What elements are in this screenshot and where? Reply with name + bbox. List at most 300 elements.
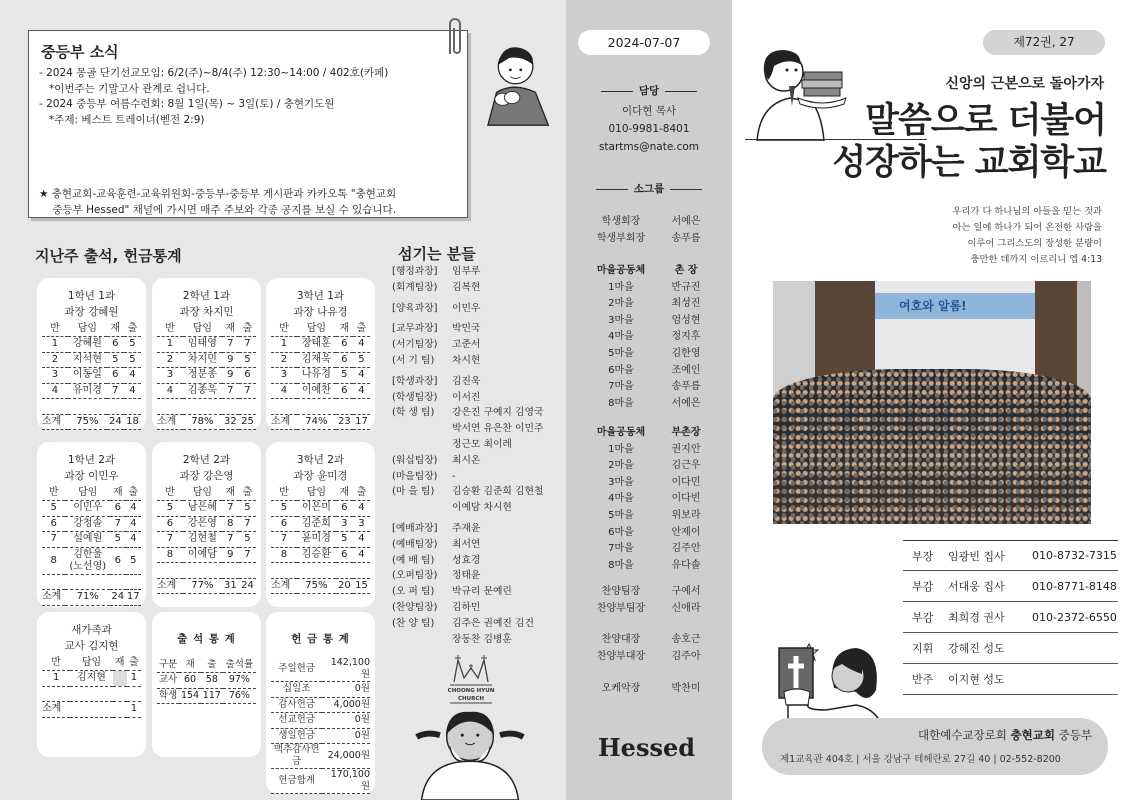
- subtotal-cell: 소계: [157, 578, 183, 594]
- server-row: [392, 553, 562, 569]
- smallgroup-row: [586, 525, 716, 542]
- server-role: (오퍼팀장): [392, 570, 438, 582]
- column-header: 구분: [157, 657, 179, 673]
- table-cell: 7: [157, 532, 183, 548]
- table-cell: 4: [353, 501, 370, 517]
- smallgroup-person: 위보라: [671, 509, 701, 521]
- table-row: [157, 532, 256, 548]
- charge-email[interactable]: startms@nate.com: [598, 141, 700, 153]
- table-cell: 설예원: [65, 532, 110, 548]
- table-cell: 윤미경: [297, 532, 336, 548]
- table-header: [42, 655, 141, 671]
- subtotal-row: [157, 578, 256, 594]
- subtotal-cell: 23: [336, 414, 353, 430]
- table-cell: 이예담: [183, 547, 222, 563]
- table-header: [42, 321, 141, 337]
- column-header: 출: [201, 657, 223, 673]
- table-cell: 5: [336, 368, 353, 384]
- table-row: [42, 516, 141, 532]
- table-cell: 8: [271, 547, 297, 563]
- subtotal-row: [42, 414, 141, 430]
- table-cell: 김종욱: [183, 383, 222, 399]
- table-cell: 생일헌금: [271, 728, 322, 744]
- column-header: 재: [113, 655, 127, 671]
- table-cell: 십일조: [271, 682, 322, 698]
- table-cell: 3: [336, 516, 353, 532]
- table-cell: 김한울 (노선영): [65, 547, 110, 574]
- smallgroup-person: 송푸름: [671, 232, 701, 244]
- smallgroup-person: 촌 장: [674, 265, 698, 276]
- table-cell: 6: [336, 547, 353, 563]
- staff-name: 서대웅 집사: [948, 580, 1005, 593]
- server-row: [392, 437, 562, 453]
- staff-table: [903, 540, 1118, 695]
- server-row: [392, 337, 562, 353]
- smallgroup-role: 1마을: [608, 281, 634, 293]
- server-role: (워십팀장): [392, 454, 438, 466]
- table-cell: 7: [239, 516, 256, 532]
- table-cell: 2: [271, 352, 297, 368]
- table-cell: 4: [157, 383, 183, 399]
- column-header: 반: [157, 321, 183, 337]
- table-cell: 7: [222, 501, 239, 517]
- smallgroup-person: 송푸름: [671, 381, 701, 393]
- staff-row: [903, 664, 1118, 695]
- table-row: [271, 352, 370, 368]
- subtotal-cell: 74%: [297, 414, 336, 430]
- column-header: 출석률: [223, 657, 256, 673]
- svg-text:CHOONG HYUN: CHOONG HYUN: [448, 688, 494, 694]
- table-cell: 6: [336, 337, 353, 353]
- smallgroup-row: [586, 541, 716, 558]
- staff-phone: 010-2372-6550: [1032, 610, 1117, 624]
- table-cell: 5: [239, 501, 256, 517]
- table-header: [157, 485, 256, 501]
- card-leader: 과장 이민우: [64, 470, 119, 482]
- table-cell: 강혜원: [68, 337, 107, 353]
- column-header: 출: [353, 485, 370, 501]
- table-cell: 1: [42, 337, 68, 353]
- server-role: (찬 양 팀): [392, 617, 435, 629]
- server-names: 김주은 권예진 김건: [452, 617, 534, 629]
- smallgroup-role: 찬양팀장: [601, 586, 641, 597]
- server-names: 정태윤: [452, 570, 481, 582]
- server-row: [392, 600, 562, 616]
- attendance-card: [37, 612, 146, 757]
- smallgroup-row: [586, 425, 716, 442]
- smallgroup-person: 박찬미: [671, 683, 701, 694]
- notice-box: [28, 30, 468, 218]
- card-leader: 과장 나유경: [293, 306, 348, 318]
- server-names: 강은진 구예지 김영국: [452, 407, 544, 419]
- subtotal-cell: 17: [353, 414, 370, 430]
- card-table: [157, 485, 256, 594]
- server-role: (회계팀장): [392, 281, 438, 293]
- card-title: 3학년 2과: [296, 454, 345, 466]
- attendance-card: [266, 612, 375, 794]
- table-cell: 4: [124, 368, 141, 384]
- smallgroup-role: 찬양대장: [601, 634, 641, 645]
- server-names: 박서연 유은찬 이민주: [452, 423, 544, 435]
- column-header: 출: [353, 321, 370, 337]
- server-row: [392, 469, 562, 485]
- footer-address: 제1교육관 404호 | 서울 강남구 테헤란로 27길 40 | 02-552-8200: [780, 754, 1061, 765]
- server-names: 이민우: [452, 302, 481, 314]
- table-cell: 1: [271, 337, 297, 353]
- server-names: 이예담 차시현: [452, 502, 512, 514]
- table-cell: 4: [353, 383, 370, 399]
- server-role: (서 기 팀): [392, 354, 435, 366]
- table-cell: 5: [126, 547, 141, 574]
- table-cell: 24,000원: [322, 744, 370, 769]
- smallgroup-role: 찬양부대장: [596, 650, 646, 662]
- attendance-card: [266, 442, 375, 607]
- table-cell: 0원: [322, 682, 370, 698]
- smallgroup-title: 소그룹: [566, 181, 732, 196]
- smallgroup-row: [586, 442, 716, 459]
- smallgroup-row: [586, 632, 716, 649]
- table-row: [271, 383, 370, 399]
- server-row: [392, 500, 562, 516]
- subtotal-cell: 24: [239, 578, 256, 594]
- column-header: 출: [126, 485, 141, 501]
- table-cell: 5: [157, 501, 183, 517]
- smallgroup-role: 2마을: [608, 460, 634, 472]
- table-cell: 7: [271, 532, 297, 548]
- table-cell: 7: [239, 383, 256, 399]
- table-cell: 맥추감사헌금: [271, 744, 322, 769]
- smallgroup-role: 4마을: [608, 493, 634, 505]
- server-names: 김진욱: [452, 375, 481, 387]
- subtotal-cell: 소계: [271, 414, 297, 430]
- smallgroup-row: [586, 475, 716, 492]
- table-cell: 5: [353, 352, 370, 368]
- table-cell: 유미경: [68, 383, 107, 399]
- table-row: [157, 673, 256, 689]
- smallgroup-row: [586, 458, 716, 475]
- table-cell: 4: [126, 501, 141, 517]
- table-cell: 7: [222, 532, 239, 548]
- table-row: [271, 713, 370, 729]
- card-table: [271, 657, 370, 794]
- table-cell: 정문종: [183, 368, 222, 384]
- smallgroup-role: 학생회장: [601, 216, 641, 227]
- staff-role: 부장: [912, 549, 934, 563]
- smallgroup-role: 7마을: [608, 543, 634, 555]
- smallgroup-person: 최성진: [671, 298, 701, 310]
- server-row: [392, 301, 562, 317]
- smallgroup-person: 서예은: [671, 397, 701, 409]
- card-title: 새가족과: [71, 624, 112, 636]
- church-logo: [448, 654, 494, 704]
- smallgroup-row: [586, 649, 716, 666]
- table-cell: 4,000원: [322, 697, 370, 713]
- cover-title-line1: 말씀으로 더불어: [865, 101, 1106, 141]
- smallgroup-person: 김근우: [671, 460, 701, 472]
- card-title: 2학년 1과: [182, 290, 231, 302]
- table-cell: 7: [239, 337, 256, 353]
- smallgroup-role: 학생부회장: [596, 232, 646, 244]
- subtotal-cell: 24: [110, 590, 125, 606]
- smallgroup-person: 이다빈: [671, 493, 701, 505]
- card-table: [157, 321, 256, 430]
- table-cell: 9: [222, 368, 239, 384]
- card-leader: 교사 김지현: [64, 640, 119, 652]
- table-cell: 4: [42, 383, 68, 399]
- subtotal-cell: 1: [127, 702, 141, 718]
- table-row: [42, 671, 141, 687]
- smallgroup-person: 김주안: [671, 543, 701, 555]
- table-cell: 이예찬: [297, 383, 336, 399]
- column-header: 담임: [65, 485, 110, 501]
- column-header: 반: [42, 485, 65, 501]
- table-cell: 김준희: [297, 516, 336, 532]
- table-cell: 지석현: [68, 352, 107, 368]
- subtotal-row: [157, 414, 256, 430]
- server-role: [392, 632, 452, 648]
- servers-title: 섬기는 분들: [398, 245, 476, 263]
- charge-phone: 010-9981-8401: [608, 123, 690, 135]
- server-names: 장동찬 김병훈: [452, 633, 512, 645]
- table-row: [271, 769, 370, 794]
- smallgroup-row: [586, 491, 716, 508]
- smallgroup-list: [586, 214, 716, 247]
- smallgroup-role: 5마을: [608, 347, 634, 359]
- server-role: (학 생 팀): [392, 407, 435, 419]
- staff-name: 임광빈 집사: [948, 549, 1005, 563]
- staff-role: 부감: [912, 611, 934, 624]
- server-row: [392, 632, 562, 648]
- server-names: 이서진: [452, 391, 481, 403]
- table-cell: 6: [336, 501, 353, 517]
- subtotal-cell: 15: [353, 578, 370, 594]
- staff-role: 반주: [912, 673, 934, 686]
- smallgroup-person: 안제이: [671, 526, 701, 538]
- card-leader: 과장 강혜원: [64, 306, 119, 318]
- table-cell: 7: [222, 337, 239, 353]
- server-role: (서기팀장): [392, 339, 438, 351]
- table-cell: 4: [353, 547, 370, 563]
- smallgroup-row: [586, 280, 716, 297]
- subtotal-cell: 소계: [271, 578, 297, 594]
- smallgroup-row: [586, 396, 716, 413]
- footer-church: 충현교회: [1010, 728, 1056, 742]
- table-cell: 6: [336, 352, 353, 368]
- attendance-card: [152, 278, 261, 430]
- table-row: [271, 657, 370, 682]
- server-role: [학생과장]: [392, 375, 438, 387]
- subtotal-cell: 75%: [68, 414, 107, 430]
- smallgroup-role: 5마을: [608, 509, 634, 521]
- group-photo: [773, 281, 1091, 524]
- photo-banner: 여호와 알롬!: [875, 293, 1035, 319]
- card-leader: 헌 금 통 계: [291, 633, 350, 645]
- staff-row: [903, 633, 1118, 664]
- table-cell: 주일헌금: [271, 657, 322, 682]
- charge-name: 이다현 목사: [621, 105, 677, 117]
- footer-denomination: 대한예수교장로회: [918, 728, 1011, 742]
- table-cell: 7: [222, 383, 239, 399]
- server-names: 김복현: [452, 281, 481, 293]
- table-cell: 4: [124, 383, 141, 399]
- server-row: [392, 521, 562, 537]
- notice-title: 중등부 소식: [41, 43, 119, 61]
- table-cell: 142,100원: [322, 657, 370, 682]
- svg-text:CHURCH: CHURCH: [458, 696, 484, 702]
- table-cell: 5: [239, 532, 256, 548]
- table-row: [157, 688, 256, 704]
- smallgroup-row: [586, 601, 716, 618]
- table-cell: 8: [42, 547, 65, 574]
- table-cell: 교사: [157, 673, 179, 689]
- servers-list: [392, 264, 562, 647]
- column-header: 반: [157, 485, 183, 501]
- table-cell: 5: [110, 532, 125, 548]
- staff-phone: 010-8771-8148: [1032, 579, 1117, 593]
- smallgroup-list: [586, 263, 716, 412]
- server-names: 김하민: [452, 601, 481, 613]
- table-cell: 1: [42, 671, 70, 687]
- attendance-card: [266, 278, 375, 430]
- server-names: 정근모 최이레: [452, 438, 512, 450]
- column-header: 담임: [183, 485, 222, 501]
- table-cell: 6: [271, 516, 297, 532]
- table-cell: 강청솔: [65, 516, 110, 532]
- smallgroup-person: 정지후: [671, 331, 701, 343]
- table-row: [271, 728, 370, 744]
- card-table: [271, 485, 370, 594]
- smallgroup-person: 조예인: [671, 364, 701, 376]
- table-header: [42, 485, 141, 501]
- server-row: [392, 390, 562, 406]
- smallgroup-role: 8마을: [608, 397, 634, 409]
- table-cell: 58: [201, 673, 223, 689]
- card-table: [157, 657, 256, 704]
- smallgroup-person: 권지안: [671, 443, 701, 455]
- server-row: [392, 280, 562, 296]
- server-role: [392, 500, 452, 516]
- table-header: [157, 321, 256, 337]
- table-cell: 170,100원: [322, 769, 370, 794]
- table-header: [271, 321, 370, 337]
- table-row: [271, 337, 370, 353]
- server-names: 차시현: [452, 354, 481, 366]
- table-cell: 장태훈: [297, 337, 336, 353]
- footer-church-info: [762, 718, 1108, 775]
- server-row: [392, 321, 562, 337]
- smallgroup-person: 송호근: [671, 634, 701, 645]
- boy-illustration: [462, 32, 557, 132]
- smallgroup-row: [586, 584, 716, 601]
- card-leader: 과장 강은영: [179, 470, 234, 482]
- column-header: 담임: [297, 485, 336, 501]
- card-leader: 과장 윤미경: [293, 470, 348, 482]
- table-cell: 60: [179, 673, 201, 689]
- smallgroup-list: [586, 425, 716, 574]
- table-row: [42, 337, 141, 353]
- server-role: (마을팀장): [392, 470, 438, 482]
- subtotal-cell: 소계: [42, 590, 65, 606]
- smallgroup-role: 마을공동체: [596, 265, 646, 276]
- server-row: [392, 537, 562, 553]
- table-row: [42, 532, 141, 548]
- table-cell: 김재욱: [297, 352, 336, 368]
- smallgroup-person: 이다민: [671, 476, 701, 488]
- table-cell: 감사헌금: [271, 697, 322, 713]
- smallgroup-person: 서예은: [671, 216, 701, 227]
- staff-row: [903, 571, 1118, 602]
- table-row: [157, 547, 256, 563]
- staff-role: 지휘: [912, 642, 934, 655]
- server-row: [392, 374, 562, 390]
- table-cell: 헌금합계: [271, 769, 322, 794]
- subtotal-cell: 31: [222, 578, 239, 594]
- table-cell: 117: [201, 688, 223, 704]
- table-row: [157, 516, 256, 532]
- card-leader: 출 석 통 계: [177, 633, 236, 645]
- table-cell: 3: [157, 368, 183, 384]
- smallgroup-person: 신애라: [671, 602, 701, 614]
- table-row: [271, 744, 370, 769]
- table-cell: 1: [157, 337, 183, 353]
- smallgroup-row: [586, 231, 716, 248]
- smallgroup-role: 8마을: [608, 559, 634, 571]
- card-title: 1학년 2과: [67, 454, 116, 466]
- table-row: [157, 501, 256, 517]
- volume-badge: 제72권, 27: [983, 30, 1105, 55]
- table-cell: 6: [239, 368, 256, 384]
- server-row: [392, 353, 562, 369]
- table-cell: 5: [336, 532, 353, 548]
- server-row: [392, 568, 562, 584]
- server-role: (마 을 팀): [392, 486, 435, 498]
- smallgroup-role: 오케악장: [601, 683, 641, 694]
- smallgroup-role: 7마을: [608, 381, 634, 393]
- smallgroup-role: 4마을: [608, 331, 634, 343]
- smallgroup-row: [586, 313, 716, 330]
- card-title: 1학년 1과: [67, 290, 116, 302]
- smallgroup-role: 6마을: [608, 526, 634, 538]
- subtotal-cell: [70, 702, 112, 718]
- table-cell: 2: [42, 352, 68, 368]
- smallgroup-list: [586, 681, 716, 698]
- smallgroup-person: 유다솔: [671, 559, 701, 571]
- server-names: 주재윤: [452, 522, 481, 534]
- table-cell: 8: [222, 516, 239, 532]
- table-header: [157, 657, 256, 673]
- card-table: [42, 655, 141, 718]
- server-row: [392, 453, 562, 469]
- subtotal-cell: 18: [124, 414, 141, 430]
- server-names: 성효경: [452, 554, 481, 566]
- subtotal-cell: 소계: [157, 414, 183, 430]
- subtotal-cell: 71%: [65, 590, 110, 606]
- smallgroup-row: [586, 329, 716, 346]
- attendance-card: [37, 278, 146, 430]
- footer-department: 중등부: [1055, 728, 1092, 742]
- table-cell: 5: [124, 352, 141, 368]
- table-row: [271, 547, 370, 563]
- server-names: 박민국: [452, 323, 481, 335]
- table-row: [271, 682, 370, 698]
- server-role: [예배과장]: [392, 522, 438, 534]
- cover-subtitle: 신앙의 근본으로 돌아가자: [945, 76, 1104, 92]
- subtotal-row: [42, 702, 141, 718]
- column-header: 반: [42, 655, 70, 671]
- attendance-card: [37, 442, 146, 607]
- table-cell: 남은혜: [183, 501, 222, 517]
- subtotal-cell: 소계: [42, 702, 70, 718]
